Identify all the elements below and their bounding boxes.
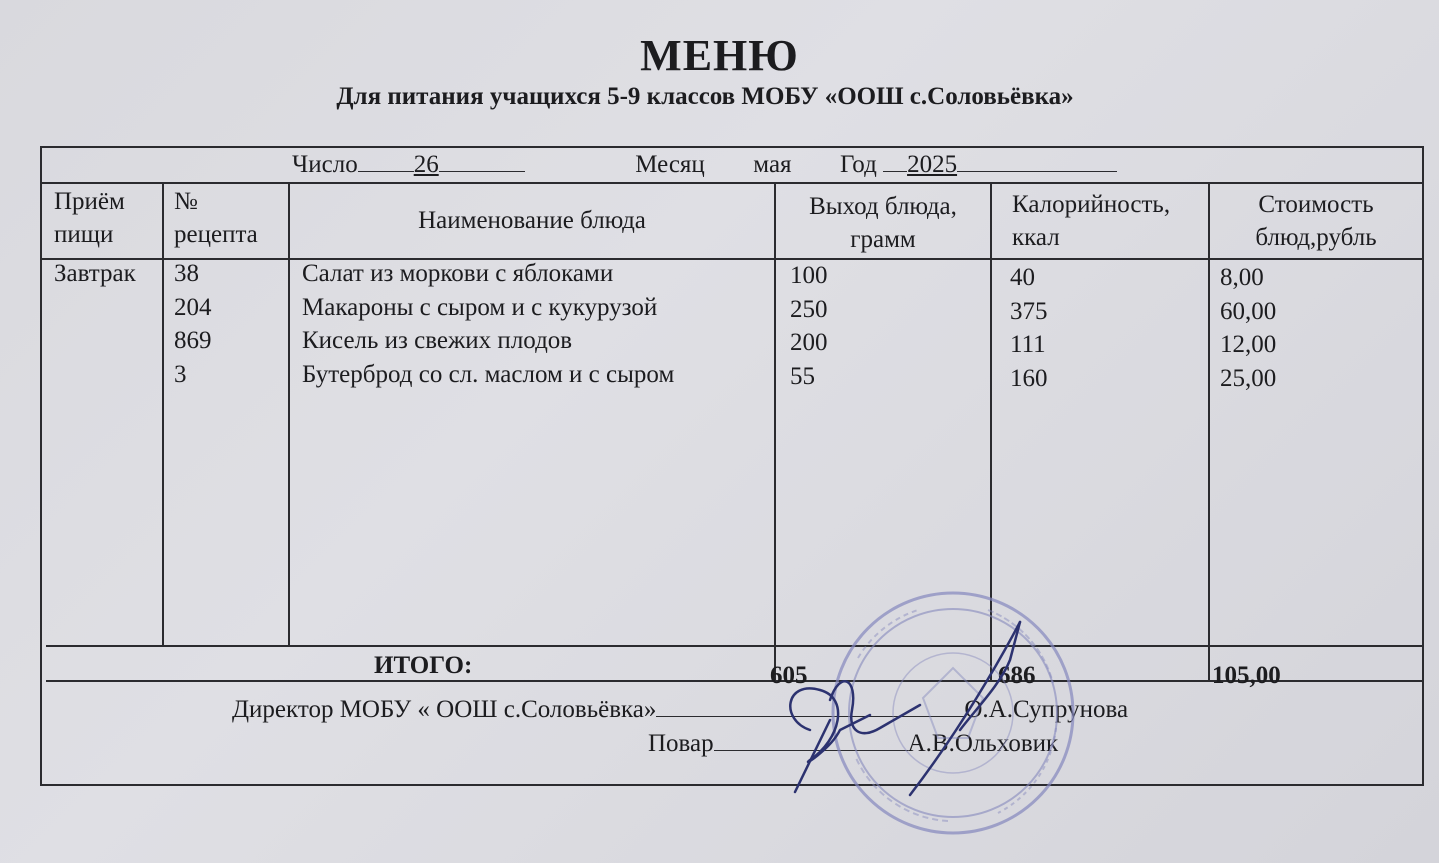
meal-name: Завтрак <box>54 260 136 287</box>
list-item: Кисель из свежих плодов <box>302 327 573 354</box>
cost-column <box>1220 261 1276 395</box>
header-meal: Приём пищи <box>54 188 125 248</box>
recipe-column <box>174 257 212 391</box>
list-item: 160 <box>1010 364 1048 392</box>
list-item: 40 <box>1010 264 1035 291</box>
list-item: 55 <box>790 362 815 390</box>
calories-column <box>1010 261 1048 395</box>
list-item: 100 <box>790 262 828 289</box>
header-calories: Калорийность, ккал <box>1012 191 1171 251</box>
signature-icon <box>770 600 1070 810</box>
list-item: 3 <box>174 360 187 388</box>
col-rule-1 <box>162 182 164 645</box>
date-row <box>292 148 1117 181</box>
list-item: 204 <box>174 293 212 321</box>
year-value: 2025 <box>907 151 958 178</box>
list-item: 375 <box>1010 297 1048 325</box>
header-recipe: № рецепта <box>174 188 258 248</box>
rule-under-date <box>42 182 1422 184</box>
month-label: Месяц <box>635 151 705 178</box>
header-cost: Стоимость блюд,рубль <box>1255 191 1377 251</box>
totals-calories: 686 <box>998 662 1036 689</box>
list-item: 869 <box>174 327 212 354</box>
year-label: Год <box>840 151 877 178</box>
col-rule-2 <box>288 182 290 645</box>
rule-above-totals <box>46 645 1422 647</box>
col-rule-5 <box>1208 182 1210 680</box>
page-title: МЕНЮ <box>640 31 799 80</box>
list-item: 60,00 <box>1220 297 1277 325</box>
list-item: 111 <box>1010 331 1046 358</box>
rule-under-header <box>42 258 1422 260</box>
cook-name: А.В.Ольховик <box>907 730 1059 757</box>
weight-column <box>790 259 828 393</box>
list-item: 38 <box>174 260 199 287</box>
list-item: 12,00 <box>1220 331 1277 358</box>
menu-table <box>40 146 1424 786</box>
cook-label: Повар <box>648 730 714 757</box>
director-name: О.А.Супрунова <box>964 696 1129 723</box>
dish-column <box>302 257 674 391</box>
totals-label: ИТОГО: <box>374 652 473 679</box>
director-label: Директор МОБУ « ООШ с.Соловьёвка» <box>232 696 657 723</box>
list-item: Салат из моркови с яблоками <box>302 260 614 287</box>
list-item: Макароны с сыром и с кукурузой <box>302 293 658 321</box>
header-dish: Наименование блюда <box>418 207 646 234</box>
header-weight: Выход блюда, грамм <box>809 193 957 253</box>
month-value: мая <box>753 151 792 178</box>
totals-cost: 105,00 <box>1212 662 1281 689</box>
day-value: 26 <box>413 151 439 178</box>
list-item: 8,00 <box>1220 264 1264 291</box>
list-item: 25,00 <box>1220 364 1277 392</box>
list-item: 200 <box>790 329 828 356</box>
day-label: Число <box>292 151 358 178</box>
page-subtitle: Для питания учащихся 5-9 классов МОБУ «ООШ с.Соловьёвка» <box>336 83 1074 110</box>
list-item: Бутерброд со сл. маслом и с сыром <box>302 360 675 388</box>
totals-weight: 605 <box>770 662 808 689</box>
list-item: 250 <box>790 295 828 323</box>
